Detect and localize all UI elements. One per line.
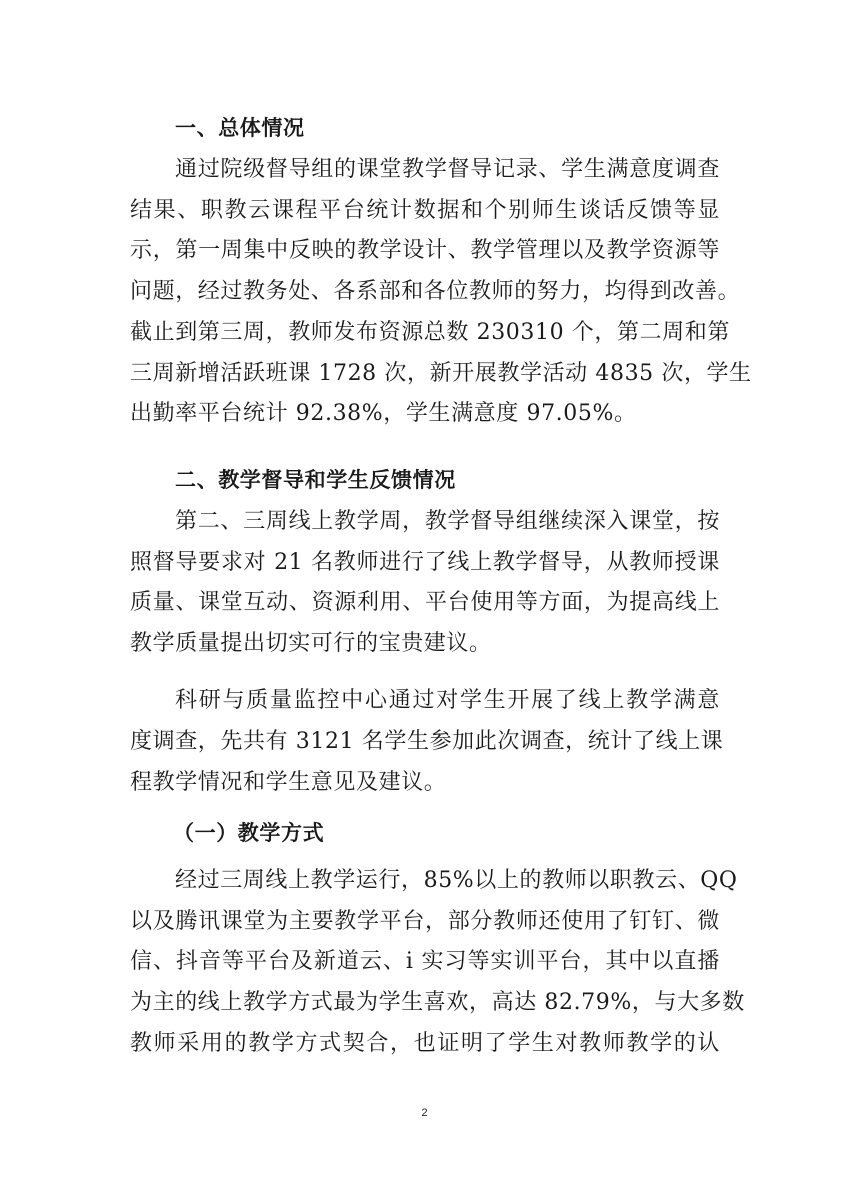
paragraph-line: 示，第一周集中反映的教学设计、教学管理以及教学资源等 <box>130 238 720 263</box>
paragraph-line: 科研与质量监控中心通过对学生开展了线上教学满意 <box>175 688 720 713</box>
page-number: 2 <box>421 1107 428 1119</box>
paragraph-line: 信、抖音等平台及新道云、i 实习等实训平台，其中以直播 <box>130 949 720 974</box>
section-heading-supervision: 二、教学督导和学生反馈情况 <box>175 468 456 492</box>
paragraph-line: 三周新增活跃班课 1728 次，新开展教学活动 4835 次，学生 <box>130 361 752 386</box>
paragraph-line: 以及腾讯课堂为主要教学平台，部分教师还使用了钉钉、微 <box>130 909 720 934</box>
paragraph-line: 教学质量提出切实可行的宝贵建议。 <box>130 631 492 656</box>
section-heading-overall: 一、总体情况 <box>175 116 305 140</box>
paragraph-line: 为主的线上教学方式最为学生喜欢，高达 82.79%，与大多数 <box>130 990 745 1015</box>
paragraph-line: 问题，经过教务处、各系部和各位教师的努力，均得到改善。 <box>130 279 741 304</box>
paragraph-line: 通过院级督导组的课堂教学督导记录、学生满意度调查 <box>175 157 720 182</box>
paragraph-line: 度调查，先共有 3121 名学生参加此次调查，统计了线上课 <box>130 729 724 754</box>
paragraph-line: 教师采用的教学方式契合，也证明了学生对教师教学的认 <box>130 1031 720 1056</box>
paragraph-line: 截止到第三周，教师发布资源总数 230310 个，第二周和第 <box>130 320 730 345</box>
paragraph-line: 质量、课堂互动、资源利用、平台使用等方面，为提高线上 <box>130 590 720 615</box>
paragraph-line: 出勤率平台统计 92.38%，学生满意度 97.05%。 <box>130 401 637 426</box>
paragraph-line: 结果、职教云课程平台统计数据和个别师生谈话反馈等显 <box>130 198 720 223</box>
paragraph-line: 程教学情况和学生意见及建议。 <box>130 770 447 795</box>
paragraph-line: 第二、三周线上教学周，教学督导组继续深入课堂，按 <box>175 509 720 534</box>
subsection-heading-teaching-method: （一）教学方式 <box>173 821 325 845</box>
paragraph-line: 照督导要求对 21 名教师进行了线上教学督导，从教师授课 <box>130 550 720 575</box>
paragraph-line: 经过三周线上教学运行，85%以上的教师以职教云、QQ <box>175 868 738 893</box>
